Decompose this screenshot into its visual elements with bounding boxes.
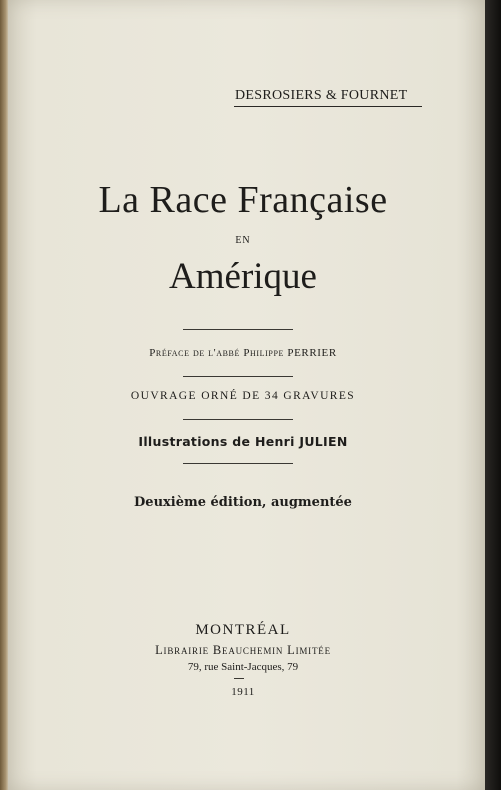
- authors: DESROSIERS & FOURNET: [235, 88, 408, 103]
- title-connector: EN: [235, 235, 251, 246]
- divider-rule: [183, 376, 293, 377]
- engravings-line: OUVRAGE ORNÉ DE 34 GRAVURES: [130, 390, 356, 402]
- title-page: [8, 0, 485, 790]
- imprint-city: MONTRÉAL: [195, 622, 291, 638]
- imprint-address: 79, rue Saint-Jacques, 79: [187, 661, 299, 673]
- authors-underline: [234, 106, 422, 107]
- title-line-2: Amérique: [169, 256, 317, 297]
- divider-rule: [183, 419, 293, 420]
- binding-left-edge: [0, 0, 8, 790]
- divider-rule: [183, 329, 293, 330]
- illustrations-line: Illustrations de Henri JULIEN: [138, 434, 348, 449]
- binding-right-edge: [485, 0, 501, 790]
- edition-line: Deuxième édition, augmentée: [134, 495, 352, 510]
- imprint-year: 1911: [231, 686, 255, 698]
- imprint-publisher: Librairie Beauchemin Limitée: [155, 643, 331, 657]
- year-dash: [234, 678, 244, 679]
- preface-line: Préface de l'abbé Philippe PERRIER: [149, 347, 337, 359]
- divider-rule: [183, 463, 293, 464]
- title-line-1: La Race Française: [98, 179, 388, 221]
